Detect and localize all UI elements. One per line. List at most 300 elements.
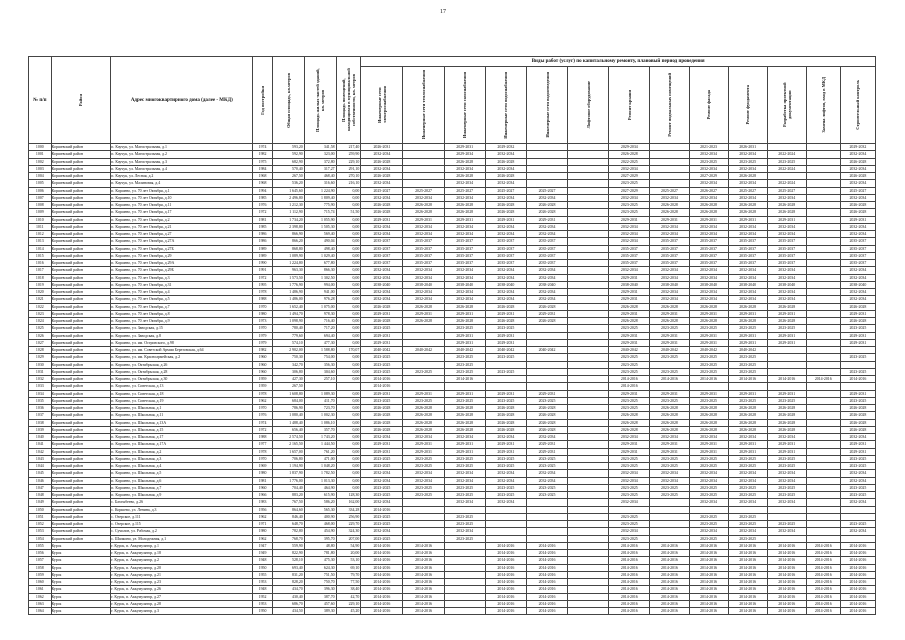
table-cell: 2023-2025 (403, 463, 444, 470)
table-cell: 2014-2016 (361, 564, 403, 571)
table-cell: п. Коршево, ул. 70 лет Октября, д.29 (111, 252, 253, 259)
table-cell: 1972 (253, 209, 273, 216)
table-cell: 2032-2034 (403, 477, 444, 484)
table-cell: п. Коршево, ул. 70 лет Октября, д.17 (111, 209, 253, 216)
table-cell: 2014-2016 (840, 557, 875, 564)
table-cell: 2035-2037 (650, 238, 689, 245)
table-row (29, 281, 876, 288)
table-cell: п. Коршево, ул. 70 лет Октября, д.29А (111, 260, 253, 267)
table-cell: 356,30 (304, 361, 336, 368)
table-cell (806, 252, 840, 259)
table-cell: п. Коршево, ул. Октябрьская, д.26 (111, 361, 253, 368)
col-header-work-label: Разработка проектной документации (781, 82, 792, 128)
table-row (29, 506, 876, 513)
table-cell (650, 165, 689, 172)
table-cell: 2014-2016 (767, 593, 806, 600)
table-row (29, 318, 876, 325)
table-cell: 2029-2031 (650, 339, 689, 346)
table-cell: 2035-2037 (485, 252, 526, 259)
table-cell (403, 354, 444, 361)
table-cell: 2029-2031 (650, 441, 689, 448)
table-cell: Коршевский район (51, 405, 111, 412)
table-cell: 1960 (253, 368, 273, 375)
table-cell (568, 390, 609, 397)
table-cell: 2023-2025 (485, 325, 526, 332)
table-cell (485, 528, 526, 535)
table-cell: 2023-2025 (609, 397, 650, 404)
table-cell: 2032-2034 (689, 267, 728, 274)
table-cell (485, 383, 526, 390)
table-cell: 2014-2016 (840, 376, 875, 383)
table-cell: 229,10 (336, 158, 361, 165)
table-cell: 2032-2034 (444, 499, 485, 506)
table-cell: Коршевский район (51, 426, 111, 433)
table-cell: 0,00 (336, 296, 361, 303)
table-cell: 2026-2028 (689, 412, 728, 419)
table-cell: 2026-2028 (485, 173, 526, 180)
table-cell (403, 376, 444, 383)
table-cell: 2014-2016 (650, 600, 689, 607)
table-cell: п. Коршево, ул. им. Советской Армии Березовская, д.64 (111, 347, 253, 354)
table-cell: 1011 (29, 223, 52, 230)
table-cell: 1975 (253, 158, 273, 165)
table-cell: 2026-2028 (650, 412, 689, 419)
table-cell: 1980 (253, 310, 273, 317)
table-cell (485, 513, 526, 520)
table-cell: 2026-2028 (650, 209, 689, 216)
table-cell: 2026-2028 (444, 209, 485, 216)
table-cell: 2026-2028 (689, 405, 728, 412)
table-cell: 704,40 (272, 484, 304, 491)
table-cell: 0,00 (336, 361, 361, 368)
table-cell: 2035-2037 (361, 238, 403, 245)
table-cell: п. Каучук, ул. Лесная, д.2 (111, 173, 253, 180)
table-cell: 2023-2025 (361, 535, 403, 542)
table-cell (568, 571, 609, 578)
table-cell: 2026-2028 (840, 202, 875, 209)
table-cell: Курск (51, 586, 111, 593)
table-cell: 0,00 (336, 303, 361, 310)
table-cell: 2032-2034 (526, 223, 567, 230)
table-cell: 2032-2034 (650, 296, 689, 303)
table-cell: 2014-2016 (767, 542, 806, 549)
table-cell (806, 383, 840, 390)
table-cell: 2023-2025 (485, 492, 526, 499)
table-cell: 2029-2031 (609, 448, 650, 455)
table-cell: 2026-2028 (485, 318, 526, 325)
table-cell: 2029-2031 (728, 390, 767, 397)
table-cell: 0,00 (336, 274, 361, 281)
table-cell: 586,20 (304, 499, 336, 506)
table-cell: 2038-2040 (728, 281, 767, 288)
table-row (29, 216, 876, 223)
table-cell: 1042 (29, 448, 52, 455)
table-cell: 2032-2034 (485, 165, 526, 172)
table-cell: Коршевский район (51, 144, 111, 151)
table-cell: 2029-2031 (728, 332, 767, 339)
col-header-total-area (272, 57, 304, 144)
table-cell: 2023-2025 (444, 492, 485, 499)
table-cell: п. Каучук, ул. Магистральная, д.1 (111, 144, 253, 151)
table-cell: 2014-2016 (689, 571, 728, 578)
table-row (29, 521, 876, 528)
table-cell: 38,40 (336, 586, 361, 593)
table-cell (568, 267, 609, 274)
table-cell (568, 506, 609, 513)
table-cell: 1063 (29, 600, 52, 607)
table-cell: 2032-2034 (403, 231, 444, 238)
table-cell: 963,30 (272, 267, 304, 274)
table-cell: 457,60 (304, 600, 336, 607)
table-cell: 2023-2025 (444, 397, 485, 404)
table-cell: 1 809,40 (304, 194, 336, 201)
table-cell (728, 506, 767, 513)
table-row (29, 296, 876, 303)
table-cell: 2023-2025 (609, 535, 650, 542)
table-row (29, 383, 876, 390)
table-cell: 2040-2042 (650, 347, 689, 354)
table-cell: 1020 (29, 289, 52, 296)
table-cell: г. Курск, п. Аккумулятор, д.20 (111, 564, 253, 571)
table-cell (568, 216, 609, 223)
table-cell: 2032-2034 (403, 267, 444, 274)
table-cell: 2023-2025 (767, 521, 806, 528)
table-cell: Курск (51, 557, 111, 564)
table-cell: 2026-2028 (526, 303, 567, 310)
table-cell: 1034 (29, 390, 52, 397)
table-cell: 1017 (29, 267, 52, 274)
table-cell: 1054 (29, 535, 52, 542)
table-cell: 2014-2016 (361, 506, 403, 513)
table-cell (568, 144, 609, 151)
table-cell: 2032-2034 (728, 434, 767, 441)
table-cell: 1988 (253, 434, 273, 441)
table-cell (444, 586, 485, 593)
table-cell (806, 231, 840, 238)
table-row (29, 557, 876, 564)
table-cell: 2023-2025 (650, 368, 689, 375)
table-cell: 0,00 (336, 412, 361, 419)
table-cell: 1953 (253, 579, 273, 586)
table-cell: 2032-2034 (485, 194, 526, 201)
table-cell: 2026-2028 (609, 151, 650, 158)
table-cell: 2023-2025 (767, 492, 806, 499)
table-row (29, 223, 876, 230)
table-cell: Коршевский район (51, 368, 111, 375)
table-cell: 2023-2025 (609, 202, 650, 209)
table-cell: 1 089,30 (304, 390, 336, 397)
table-cell (568, 564, 609, 571)
table-cell: 1037 (29, 412, 52, 419)
table-cell (806, 412, 840, 419)
table-cell: 1002 (29, 158, 52, 165)
table-cell (403, 535, 444, 542)
table-cell: 162,00 (336, 499, 361, 506)
table-cell (568, 521, 609, 528)
table-cell: 2026-2028 (767, 426, 806, 433)
table-cell: 434,50 (272, 608, 304, 615)
table-cell: 1039 (29, 426, 52, 433)
table-cell: 694,40 (304, 332, 336, 339)
table-cell: 2014-2016 (485, 564, 526, 571)
table-cell: 1050 (29, 506, 52, 513)
table-cell: 2038-2040 (609, 281, 650, 288)
table-cell: Коршевский район (51, 332, 111, 339)
table-cell: 2026-2028 (650, 202, 689, 209)
table-cell: 2032-2034 (361, 223, 403, 230)
table-cell: 2026-2028 (485, 209, 526, 216)
table-cell (568, 165, 609, 172)
table-cell: 2014-2016 (485, 571, 526, 578)
table-cell: 1978 (253, 289, 273, 296)
table-cell: 822,90 (272, 550, 304, 557)
table-cell (526, 535, 567, 542)
table-cell: 2014-2016 (444, 376, 485, 383)
table-cell: 2032-2034 (650, 289, 689, 296)
table-cell: 2014-2016 (526, 600, 567, 607)
table-cell: 2023-2025 (767, 463, 806, 470)
table-cell: 1 212,30 (272, 202, 304, 209)
table-cell (806, 521, 840, 528)
table-cell (806, 477, 840, 484)
table-cell: 978,30 (304, 310, 336, 317)
table-cell: 1048 (29, 492, 52, 499)
col-header-work-3 (444, 67, 485, 144)
table-cell (767, 361, 806, 368)
table-cell: 2029-2031 (526, 310, 567, 317)
table-cell: 2026-2028 (485, 419, 526, 426)
table-cell: 2014-2016 (609, 593, 650, 600)
table-cell: 2035-2037 (403, 252, 444, 259)
table-cell: Коршевский район (51, 202, 111, 209)
table-cell: 786,90 (272, 405, 304, 412)
table-cell: 2032-2034 (485, 274, 526, 281)
table-cell: 468,00 (304, 521, 336, 528)
table-cell: 2023-2025 (767, 455, 806, 462)
table-cell: 2023-2025 (444, 361, 485, 368)
col-header-work-label: Ремонт крыши (626, 89, 632, 121)
table-cell (485, 535, 526, 542)
table-cell: 2026-2028 (840, 173, 875, 180)
table-cell: 2032-2034 (609, 477, 650, 484)
table-cell: 2023-2025 (609, 492, 650, 499)
table-cell (689, 383, 728, 390)
table-cell: 2026-2028 (609, 303, 650, 310)
table-row (29, 289, 876, 296)
table-cell: 2026-2028 (609, 426, 650, 433)
table-cell: 54,90 (336, 542, 361, 549)
table-row (29, 492, 876, 499)
table-cell: 2023-2025 (767, 158, 806, 165)
table-cell: п. Коршево, ул. им. Красноармейская, д.2 (111, 354, 253, 361)
table-cell: г. Курск, п. Аккумулятор, д.23 (111, 579, 253, 586)
table-cell: 2029-2031 (609, 216, 650, 223)
table-cell: 592,90 (272, 151, 304, 158)
table-cell: Коршевский район (51, 376, 111, 383)
table-cell (568, 550, 609, 557)
table-cell: 2029-2031 (444, 390, 485, 397)
table-cell: 0,00 (336, 231, 361, 238)
table-cell: Коршевский район (51, 419, 111, 426)
table-cell (806, 426, 840, 433)
col-header-work-11 (767, 67, 806, 144)
table-row (29, 173, 876, 180)
table-cell: 324,30 (336, 528, 361, 535)
table-cell (806, 325, 840, 332)
table-cell (568, 528, 609, 535)
table-cell: 1036 (29, 405, 52, 412)
table-cell: 2023-2025 (650, 463, 689, 470)
table-cell: 2032-2034 (840, 231, 875, 238)
table-cell: 2014-2016 (689, 593, 728, 600)
table-cell: 2032-2034 (485, 499, 526, 506)
table-cell: 1051 (29, 513, 52, 520)
table-cell: Коршевский район (51, 310, 111, 317)
table-cell (403, 499, 444, 506)
table-cell: 1986 (253, 231, 273, 238)
table-cell: п. Каучук, ул. Малиновая, д.4 (111, 180, 253, 187)
table-cell: 1970 (253, 455, 273, 462)
col-header-nonliving-area-label: Площадь помещений, находящихся в муниципальной собственности, кв. метров (340, 68, 356, 132)
table-cell: 1959 (253, 376, 273, 383)
table-cell (806, 405, 840, 412)
table-cell: 2035-2037 (526, 260, 567, 267)
table-cell: 229,10 (336, 600, 361, 607)
table-cell: 2026-2028 (767, 419, 806, 426)
table-cell: 2014-2016 (840, 542, 875, 549)
table-cell: г. Курск, п. Аккумулятор, д.2 (111, 557, 253, 564)
table-cell: 2014-2016 (485, 542, 526, 549)
table-cell: 2014-2016 (403, 571, 444, 578)
table-cell: п. Коршево, ул. Школьная, д.9 (111, 492, 253, 499)
col-header-work-9 (689, 67, 728, 144)
table-cell: 2025-2027 (361, 187, 403, 194)
table-cell: г. Курск, п. Аккумулятор, д.18 (111, 550, 253, 557)
table-cell (568, 187, 609, 194)
table-cell: 2029-2031 (767, 448, 806, 455)
table-cell: 2032-2034 (609, 267, 650, 274)
table-cell (806, 339, 840, 346)
table-cell: 2032-2034 (361, 267, 403, 274)
table-cell: 2035-2037 (444, 252, 485, 259)
table-row (29, 144, 876, 151)
table-cell: 2026-2028 (650, 426, 689, 433)
table-cell: 2014-2016 (728, 600, 767, 607)
table-cell: 2032-2034 (444, 528, 485, 535)
table-cell: 2025-2027 (728, 187, 767, 194)
table-cell (403, 528, 444, 535)
table-cell: 2032-2034 (526, 231, 567, 238)
table-cell: 2026-2028 (650, 303, 689, 310)
col-header-work-13 (840, 67, 875, 144)
table-cell: 767,50 (272, 499, 304, 506)
table-cell: Коршевский район (51, 513, 111, 520)
table-cell: 2035-2037 (526, 245, 567, 252)
table-cell: 20,00 (336, 550, 361, 557)
table-cell: 2035-2037 (689, 238, 728, 245)
table-cell: 2032-2034 (526, 434, 567, 441)
table-cell: п. Коршево, ул. Школьная, д.2 (111, 448, 253, 455)
table-cell: 1 302,50 (304, 274, 336, 281)
table-cell: 2023-2025 (689, 521, 728, 528)
table-cell: 1995 (253, 281, 273, 288)
table-cell: 77,50 (336, 579, 361, 586)
table-cell: 0,00 (336, 376, 361, 383)
table-cell: 490,04 (304, 238, 336, 245)
table-cell: п. Коршево, ул. им. Островского, д.98 (111, 339, 253, 346)
table-cell: 2026-2028 (526, 318, 567, 325)
table-cell: п. Коршево, ул. 70 лет Октября, д.27Б (111, 245, 253, 252)
table-cell: 2029-2031 (444, 441, 485, 448)
table-cell: 454,90 (304, 528, 336, 535)
table-cell: 2023-2025 (361, 354, 403, 361)
table-row (29, 347, 876, 354)
table-cell (806, 202, 840, 209)
table-cell: 1016 (29, 260, 52, 267)
table-cell: Коршевский район (51, 231, 111, 238)
table-cell: 2023-2025 (403, 484, 444, 491)
table-cell: 976,28 (304, 296, 336, 303)
table-cell: 866,90 (272, 231, 304, 238)
table-cell: 2014-2016 (728, 593, 767, 600)
table-cell: 2032-2034 (689, 180, 728, 187)
table-cell: 2029-2031 (609, 332, 650, 339)
table-cell: Курск (51, 600, 111, 607)
table-cell (444, 564, 485, 571)
table-cell: 2032-2034 (650, 267, 689, 274)
table-cell: 1 080,40 (272, 412, 304, 419)
table-cell: 2032-2034 (728, 296, 767, 303)
table-cell: 1062 (29, 593, 52, 600)
table-cell: 2032-2034 (767, 223, 806, 230)
table-cell (806, 455, 840, 462)
table-cell: 2023-2025 (403, 397, 444, 404)
table-cell: п. Каучук, ул. Магистральная, д.4 (111, 165, 253, 172)
table-cell: 1056 (29, 550, 52, 557)
table-cell: 2038-2040 (767, 281, 806, 288)
table-cell: 2014-2016 (650, 557, 689, 564)
table-cell: 1 645,60 (272, 187, 304, 194)
table-row (29, 368, 876, 375)
table-cell: 2023-2025 (728, 463, 767, 470)
table-cell (568, 209, 609, 216)
table-cell: 2032-2034 (689, 477, 728, 484)
table-cell: Коршевский район (51, 463, 111, 470)
table-cell: 2032-2034 (650, 231, 689, 238)
table-cell: 2014-2016 (403, 557, 444, 564)
table-row (29, 238, 876, 245)
table-cell: 2026-2027 (689, 187, 728, 194)
table-cell (568, 354, 609, 361)
table-cell: Коршевский район (51, 325, 111, 332)
table-cell: 2014-2016 (609, 571, 650, 578)
table-cell: п. Каучук, ул. Магистральная, д.2 (111, 151, 253, 158)
table-cell (568, 419, 609, 426)
table-cell: 1962 (253, 513, 273, 520)
table-cell (526, 368, 567, 375)
table-cell: 389,30 (304, 608, 336, 615)
table-cell: 751,50 (304, 571, 336, 578)
table-cell: 2029-2031 (767, 310, 806, 317)
table-cell (806, 260, 840, 267)
table-cell: 2023-2025 (609, 354, 650, 361)
table-cell: 1976 (253, 412, 273, 419)
table-cell: 2022-2024 (767, 180, 806, 187)
table-cell: 2032-2034 (609, 470, 650, 477)
table-cell: 2032-2034 (403, 274, 444, 281)
table-cell: 1005 (29, 180, 52, 187)
table-cell: 0,00 (336, 194, 361, 201)
